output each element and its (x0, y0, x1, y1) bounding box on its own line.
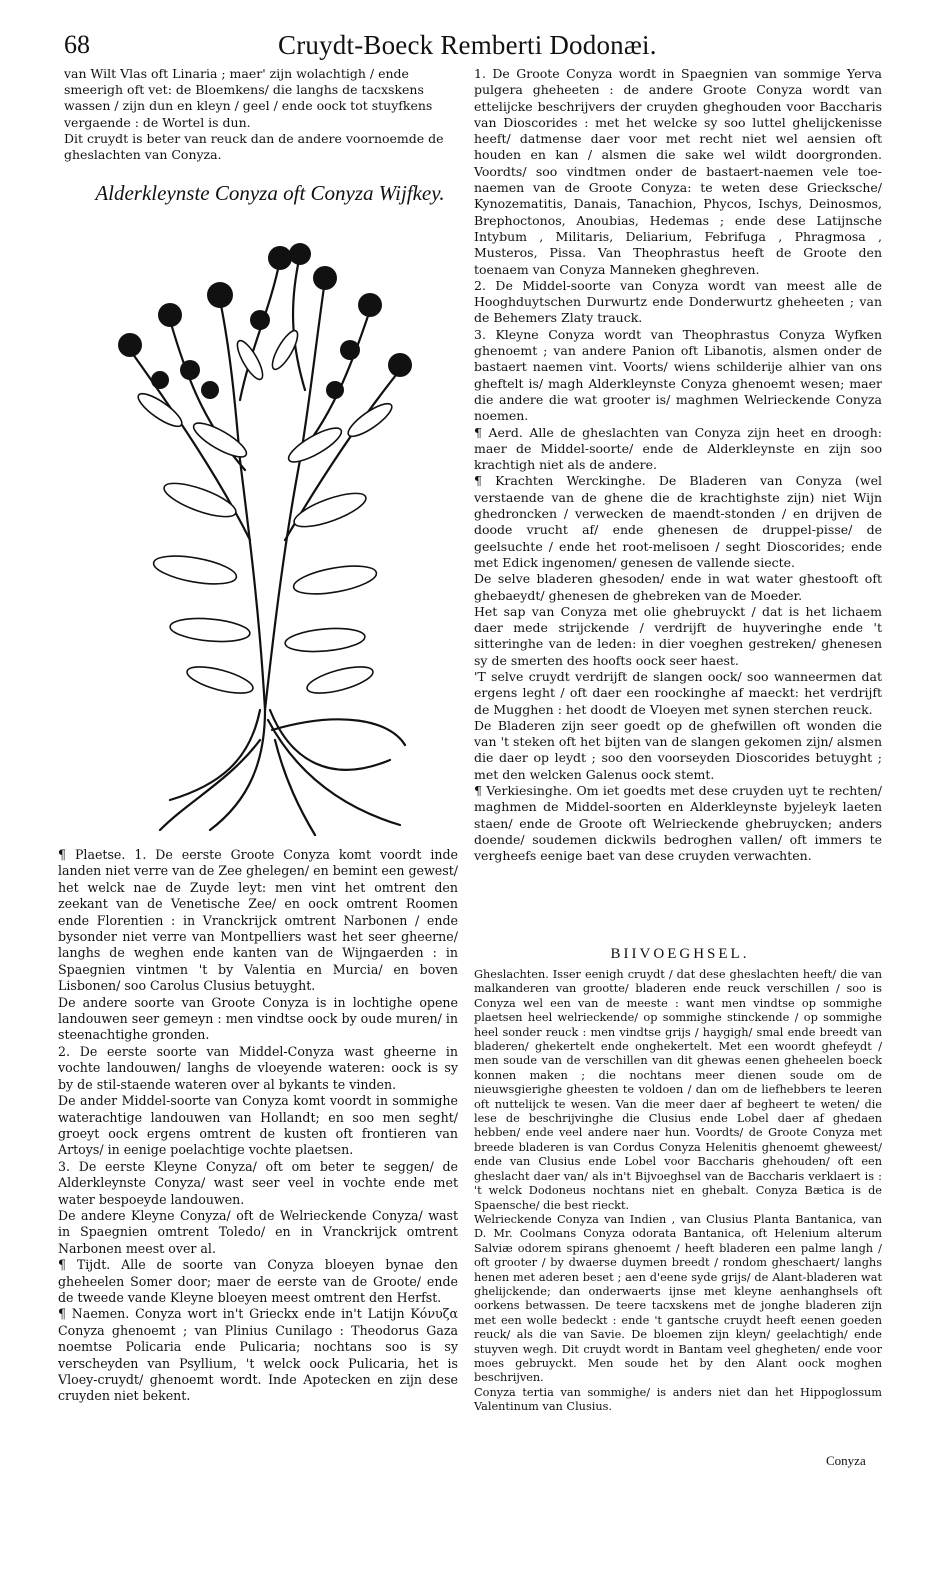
paragraph: 1. De Groote Conyza wordt in Spaegnien van sommige Yerva pulgera gheheeten : de andere Groote Conyza wordt van ettelijcke beschrijvers der cruyden gheghouden voor Baccharis van Dioscorides : met het welcke sy soo luttel ghelijckenisse heeft/ datmense daer voor met recht niet wel aensien oft houden en kan / alsmen die sake wel wildt doorgronden. Voordts/ soo vindtmen onder de bastaert-naemen vele toe-naemen van de Groote Conyza: te weten dese Griecksche/ Kynozematitis, Danais, Tanachion, Phycos, Ischys, Deinosmos, Brephoctonos, Anoubias, Hedemas ; ende dese Latijnsche Intybum , Militaris, Deliarium, Febrifuga , Phragmosa , Musteros, Pissa. Van Theophrastus heeft de Groote den toenaem van Conyza Manneken gheghreven. (474, 66, 882, 277)
paragraph: van Wilt Vlas oft Linaria ; maer' zijn wolachtigh / ende smeerigh oft vet: de Bloemkens/ die langhs de tacxskens wassen / zijn dun en kleyn / geel / ende oock tot stuyfkens vergaende : de Wortel is dun. (64, 66, 433, 130)
page-number: 68 (64, 30, 90, 59)
paragraph: 3. Kleyne Conyza wordt van Theophrastus Conyza Wyfken ghenoemt ; van andere Panion oft Libanotis, alsmen onder de bastaert naemen vint. Voorts/ wiens schilderije alhier van ons gheftelt is/ magh Alderkleynste Conyza ghenoemt wesen; maer die andere die wat grooter is/ maghmen Welrieckende Conyza noemen. (474, 326, 882, 424)
paragraph: ¶ Verkiesinghe. Om iet goedts met dese cruyden uyt te rechten/ maghmen de Middel-soorten en Alderkleynste byjeleyk laeten staen/ ende de Groote oft Welrieckende ghebruycken; anders doende/ soudemen dickwils bedroghen vallen/ oft immers te vergheefs eenige baet van dese cruyden verwachten. (474, 783, 882, 864)
paragraph: ¶ Tijdt. Alle de soorte van Conyza bloeyen bynae den gheheelen Somer door; maer de eerste van de Groote/ ende de tweede vande Kleyne bloeyen meest omtrent den Herfst. (58, 1257, 458, 1305)
paragraph: 'T selve cruydt verdrijft de slangen oock/ soo wanneermen dat ergens leght / oft daer een roockinghe af maeckt: het verdrijft de Mugghen : het doodt de Vloeyen met synen sterchen reuck. (474, 668, 882, 717)
paragraph: Conyza tertia van sommighe/ is anders niet dan het Hippoglossum Valentinum van Clusius. (474, 1385, 882, 1414)
paragraph: ¶ Aerd. Alle de gheslachten van Conyza zijn heet en droogh: maer de Middel-soorte/ ende de Alderkleynste en zijn soo krachtigh niet als de andere. (474, 424, 882, 473)
catchword: Conyza (826, 1453, 866, 1468)
conyza-plant-woodcut (100, 240, 430, 840)
paragraph: Gheslachten. Isser eenigh cruydt / dat dese gheslachten heeft/ die van malkanderen van grootte/ bladeren ende reuck verschillen / soo is Conyza wel een van de meeste : want men vindtse op sommighe plaetsen heel welrieckende/ op sommighe stinckende / op sommighe heel sonder reuck : men vindtse grijs / haygigh/ smal ende breedt van bladeren/ ghekertelt ende onghekertelt. Met een woordt ghefeydt / men soude van de verschillen van dit ghewas eenen gheheelen boeck konnen maken ; die nochtans meer dienen soude om de nieuwsgierighe gheesten te voldoen / dan om de liefhebbers te leeren oft nuttelijck te wesen. Van die meer daer af begheert te weten/ die lese de beschrijvinghe die Clusius ende Lobel daer af ghedaen hebben/ ende veel andere naer hun. Voordts/ de Groote Conyza met breede bladeren is van Cordus Conyza Helenitis ghenoemt gheweest/ ende van Clusius ende Lobel voor Baccharis ghehouden/ oft een gheslacht daer van/ als in't Bijvoeghsel van de Baccharis verklaert is : 't welck Dodoneus nochtans niet en ghebalt. Conyza Bætica is de Spaensche/ die best rieckt. (474, 968, 882, 1212)
running-head: Cruydt-Boeck Remberti Dodonæi. (278, 30, 657, 60)
paragraph: De andere Kleyne Conyza/ oft de Welrieckende Conyza/ wast in Spaegnien omtrent Toledo/ en in Vranckrijck omtrent Narbonen meest over al. (58, 1207, 458, 1256)
paragraph: De andere soorte van Groote Conyza is in lochtighe opene landouwen seer gemeyn : men vindtse oock by oude muren/ in steenachtighe gronden. (58, 994, 458, 1043)
paragraph: Welrieckende Conyza van Indien , van Clusius Planta Bantanica, van D. Mr. Coolmans Conyza odorata Bantanica, oft Helenium alterum Salviæ odorem spirans ghenoemt / heeft bladeren een palme langh / oft grooter / by dwaerse duymen breedt / rondom gheschaert/ langhs henen met aderen beset ; aen d'eene syde grijs/ de Alant-bladeren wat ghelijckende; dan onderwaerts ijnse met kleyne aenhanghsels oft oorkens betwassen. De teere tacxskens met de jonghe bladeren zijn met een wolle bedeckt : ende 't gantsche cruydt heeft eenen goeden reuck/ als die van Savie. De bloemen zijn kleyn/ geelachtigh/ ende stuyven wegh. Dit cruydt wordt in Bantam veel ghegheten/ ende voor moes gebruyckt. Men soude het by den Alant oock moghen beschrijven. (474, 1212, 882, 1385)
paragraph: Dit cruydt is beter van reuck dan de andere voornoemde de gheslachten van Conyza. (64, 130, 444, 163)
left-bottom-text (58, 847, 458, 1405)
right-column-text (474, 66, 882, 865)
paragraph: 2. De Middel-soorte van Conyza wordt van meest alle de Hooghduytschen Durwurtz ende Donderwurtz gheheeten ; van de Behemers Zlaty trauck. (474, 277, 882, 326)
paragraph: ¶ Krachten Werckinghe. De Bladeren van Conyza (wel verstaende van de ghene die de krachtighste zijn) niet Wijn ghedroncken / verwecken de maendt-stonden / en drijven de doode vrucht af/ ende ghenesen de druppel-pisse/ de geelsuchte / ende het root-melisoen / seght Dioscorides; ende met Edick ingenomen/ genesen de vallende siecte. (474, 473, 882, 570)
paragraph: 2. De eerste soorte van Middel-Conyza wast gheerne in vochte landouwen/ langhs de vloeyende wateren: oock is sy by de stil-staende wateren over al bykants te vinden. (58, 1043, 458, 1092)
paragraph: De selve bladeren ghesoden/ ende in wat water ghestooft oft ghebaeydt/ ghenesen de ghebreken van de Moeder. (474, 571, 882, 603)
section-title: BIIVOEGHSEL. (610, 946, 750, 962)
left-top-text (64, 66, 464, 163)
figure-caption: Alderkleynste Conyza oft Conyza Wijfkey. (95, 181, 445, 205)
paragraph: ¶ Plaetse. 1. De eerste Groote Conyza komt voordt inde landen niet verre van de Zee ghelegen/ en bemint een gewest/ het welck nae de Zuyde leyt: men vint het omtrent den zeekant van de Venetische Zee/ en oock omtrent Roomen ende Florentien : in Vranckrijck omtrent Narbonen / ende bysonder niet verre van Montpelliers wast het seer gheerne/ langhs de weghen ende kanten van de Wijngaerden : in Spaegnien vintmen 't by Valentia en Murcia/ en boven Lisbonen/ soo Carolus Clusius betuyght. (58, 847, 458, 994)
paragraph: De Bladeren zijn seer goedt op de ghefwillen oft wonden die van 't steken oft het bijten van de slangen gekomen zijn/ alsmen die daer op leydt ; soo den voorseyden Dioscorides betuyght ; met den welcken Galenus oock stemt. (474, 717, 882, 782)
paragraph: Het sap van Conyza met olie ghebruyckt / dat is het lichaem daer mede strijckende / verdrijft de huyveringhe ende 't sitteringhe van de leden: in dier voeghen gestreken/ ghenesen sy de smerten des hoofts oock seer haest. (474, 603, 882, 668)
paragraph: De ander Middel-soorte van Conyza komt voordt in sommighe waterachtige landouwen van Hollandt; en soo men seght/ groeyt oock ergens omtrent de kusten oft frontieren van Artoys/ in eenige poelachtige vochte plaetsen. (58, 1093, 458, 1158)
paragraph: 3. De eerste Kleyne Conyza/ oft om beter te seggen/ de Alderkleynste Conyza/ wast seer veel in vochte ende met water bespoeyde landouwen. (58, 1158, 458, 1207)
supplement-text (474, 968, 882, 1415)
paragraph: ¶ Naemen. Conyza wort in't Grieckx ende in't Latijn Κόνυζα Conyza ghenoemt ; van Plinius Cunilago : Theodorus Gaza noemtse Policaria ende Pulicaria; nochtans soo is sy verscheyden van Psyllium, 't welck oock Pulicaria, het is Vloey-cruydt/ ghenoemt wordt. Inde Apotecken en zijn dese cruyden niet bekent. (58, 1306, 458, 1404)
